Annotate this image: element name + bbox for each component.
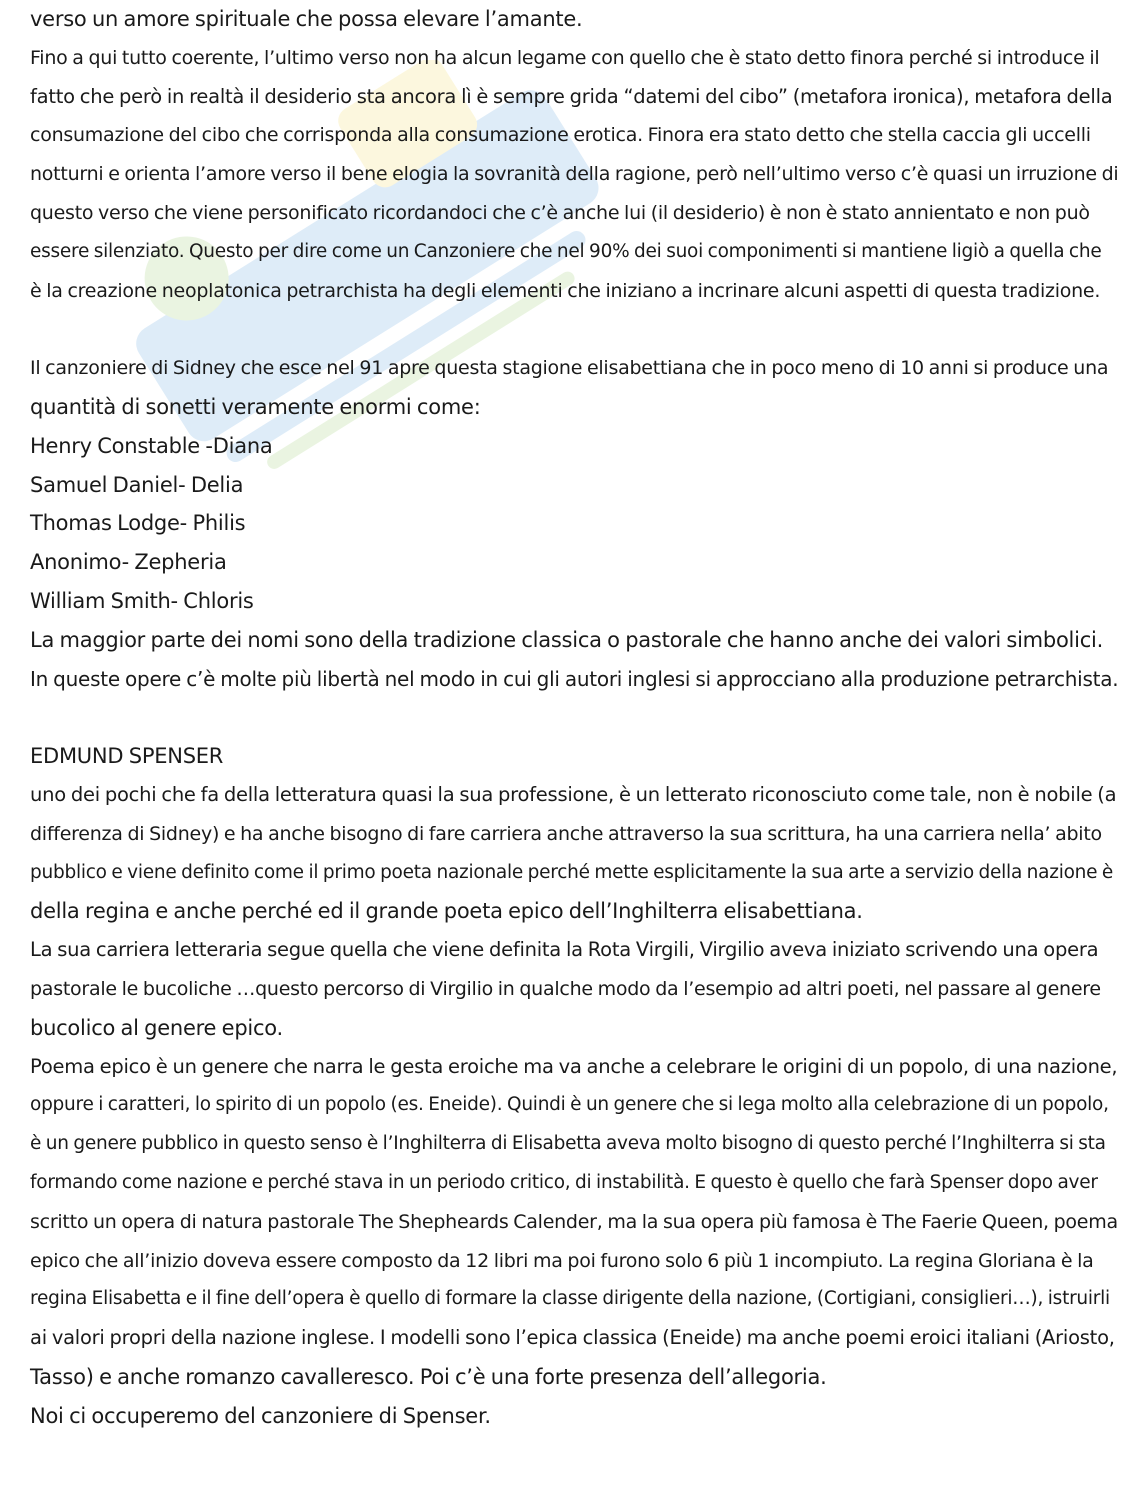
list-item: Thomas Lodge- Philis bbox=[30, 511, 246, 536]
list-item: William Smith- Chloris bbox=[30, 588, 254, 613]
list-item: Henry Constable -Diana bbox=[30, 433, 273, 458]
text-line: notturni e orienta l’amore verso il bene elogia la sovranità della ragione, però nell’ultimo verso c’è quasi un irruzione di bbox=[30, 163, 1119, 186]
paragraph-2 bbox=[30, 349, 1118, 698]
text-line: formando come nazione e perché stava in un periodo critico, di instabilità. E questo è quello che farà Spenser dopo aver bbox=[30, 1171, 1098, 1193]
paragraph-3 bbox=[30, 737, 1118, 1435]
text-line: pubblico e viene definito come il primo poeta nazionale perché mette esplicitamente la sua arte a servizio della nazione è bbox=[30, 861, 1114, 883]
text-line: questo verso che viene personificato ricordandoci che c’è anche lui (il desiderio) è non è stato annientato e non può bbox=[30, 201, 1090, 224]
text-line: è la creazione neoplatonica petrarchista ha degli elementi che iniziano a incrinare alcuni aspetti di questa tradizione. bbox=[30, 279, 1101, 302]
text-line: ai valori propri della nazione inglese. I modelli sono l’epica classica (Eneide) ma anche poemi eroici italiani (Ariosto, bbox=[30, 1326, 1115, 1350]
text-line: è un genere pubblico in questo senso è l’Inghilterra di Elisabetta aveva molto bisogno di questo perché l’Inghilterra si sta bbox=[30, 1133, 1106, 1155]
text-line: epico che all’inizio doveva essere composto da 12 libri ma poi furono solo 6 più 1 incompiuto. La regina Gloriana è la bbox=[30, 1249, 1094, 1272]
list-item: Anonimo- Zepheria bbox=[30, 550, 227, 575]
section-heading: EDMUND SPENSER bbox=[30, 744, 224, 769]
text-line: regina Elisabetta e il fine dell’opera è quello di formare la classe dirigente della nazione, (Cortigiani, consiglieri…), istruirli bbox=[30, 1288, 1110, 1310]
text-line: Tasso) e anche romanzo cavalleresco. Poi c’è una forte presenza dell’allegoria. bbox=[30, 1364, 827, 1389]
paragraph-1 bbox=[30, 0, 1118, 310]
text-line: scritto un opera di natura pastorale The Shepheards Calender, ma la sua opera più famosa è The Faerie Queen, poema bbox=[30, 1210, 1118, 1233]
document-body bbox=[30, 0, 1118, 1435]
text-line: Noi ci occuperemo del canzoniere di Spenser. bbox=[30, 1403, 491, 1428]
text-line: fatto che però in realtà il desiderio sta ancora lì è sempre grida “datemi del cibo” (metafora ironica), metafora della bbox=[30, 84, 1113, 108]
text-line: quantità di sonetti veramente enormi come: bbox=[30, 394, 481, 419]
text-line: In queste opere c’è molte più libertà nel modo in cui gli autori inglesi si approcciano alla produzione petrarchista. bbox=[30, 666, 1119, 691]
text-line: La sua carriera letteraria segue quella che viene definita la Rota Virgili, Virgilio aveva iniziato scrivendo una opera bbox=[30, 938, 1099, 962]
text-line: consumazione del cibo che corrisponda alla consumazione erotica. Finora era stato detto che stella caccia gli uccelli bbox=[30, 124, 1091, 147]
text-line: verso un amore spirituale che possa elevare l’amante. bbox=[30, 7, 583, 31]
text-line: oppure i caratteri, lo spirito di un popolo (es. Eneide). Quindi è un genere che si lega molto alla celebrazione di un popolo, bbox=[30, 1094, 1109, 1116]
text-line: Poema epico è un genere che narra le gesta eroiche ma va anche a celebrare le origini di un popolo, di una nazione, bbox=[30, 1054, 1118, 1078]
text-line: Fino a qui tutto coerente, l’ultimo verso non ha alcun legame con quello che è stato detto finora perché si introduce il bbox=[30, 46, 1100, 69]
paragraph-gap bbox=[30, 310, 1118, 349]
text-line: bucolico al genere epico. bbox=[30, 1015, 283, 1040]
text-line: essere silenziato. Questo per dire come un Canzoniere che nel 90% dei suoi componimenti si mantiene ligiò a quella che bbox=[30, 240, 1102, 262]
text-line: uno dei pochi che fa della letteratura quasi la sua professione, è un letterato riconosciuto come tale, non è nobile (a bbox=[30, 782, 1117, 806]
text-line: differenza di Sidney) e ha anche bisogno di fare carriera anche attraverso la sua scrittura, ha una carriera nella’ abito bbox=[30, 822, 1102, 845]
text-line: Il canzoniere di Sidney che esce nel 91 apre questa stagione elisabettiana che in poco meno di 10 anni si produce una bbox=[30, 357, 1109, 380]
list-item: Samuel Daniel- Delia bbox=[30, 472, 244, 497]
text-line: della regina e anche perché ed il grande poeta epico dell’Inghilterra elisabettiana. bbox=[30, 899, 863, 924]
paragraph-gap bbox=[30, 698, 1118, 737]
text-line: La maggior parte dei nomi sono della tradizione classica o pastorale che hanno anche dei valori simbolici. bbox=[30, 627, 1104, 652]
text-line: pastorale le bucoliche …questo percorso di Virgilio in qualche modo da l’esempio ad altri poeti, nel passare al genere bbox=[30, 977, 1101, 1000]
